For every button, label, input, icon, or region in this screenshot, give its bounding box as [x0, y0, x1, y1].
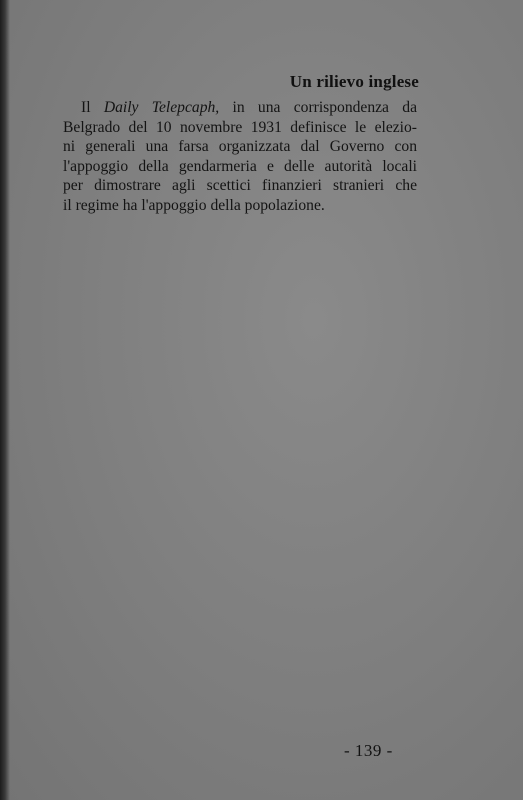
line1-prefix: Il: [81, 99, 104, 116]
line1-suffix: in una corrispondenza da: [219, 99, 417, 116]
page-number: - 139 -: [344, 741, 393, 760]
newspaper-title: Daily Telepcaph,: [103, 99, 220, 116]
paragraph-line-1: [63, 98, 417, 118]
body-paragraph: [63, 98, 417, 216]
paragraph-line-3: ni generali una farsa organizzata dal Governo con: [63, 138, 417, 156]
paragraph-line-6: il regime ha l'appoggio della popolazione.: [63, 196, 325, 214]
paragraph-line-4: l'appoggio della gendarmeria e delle autorità locali: [63, 157, 417, 175]
paragraph-line-5: per dimostrare agli scettici finanzieri stranieri che: [63, 177, 417, 195]
paragraph-line-2: Belgrado del 10 novembre 1931 definisce le elezio-: [63, 118, 417, 136]
section-heading: Un rilievo inglese: [289, 72, 419, 91]
binding-shadow: [0, 0, 10, 800]
